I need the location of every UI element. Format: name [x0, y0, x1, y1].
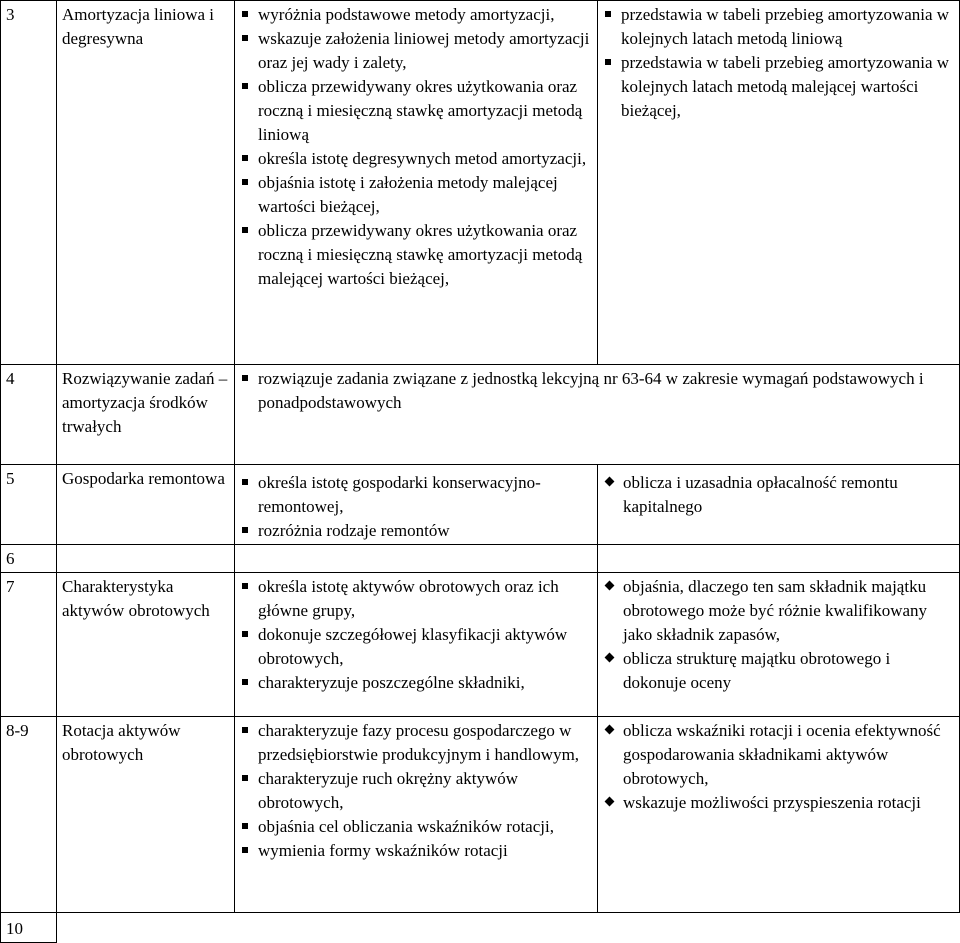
advanced-requirements	[598, 717, 960, 913]
list-item: charakteryzuje fazy procesu gospodarczego w przedsiębiorstwie produkcyjnym i handlowym,	[240, 719, 593, 767]
list-item: objaśnia istotę i założenia metody malejącej wartości bieżącej,	[240, 171, 593, 219]
list-item: wskazuje założenia liniowej metody amortyzacji oraz jej wady i zalety,	[240, 27, 593, 75]
bullet-list	[240, 575, 593, 695]
bullet-list	[603, 471, 955, 519]
list-item: przedstawia w tabeli przebieg amortyzowania w kolejnych latach metodą malejącej wartości bieżącej,	[603, 51, 955, 123]
row-topic: Charakterystyka aktywów obrotowych	[57, 573, 235, 717]
list-item: objaśnia cel obliczania wskaźników rotacji,	[240, 815, 593, 839]
merged-requirements	[235, 365, 960, 465]
row-number: 5	[1, 465, 57, 545]
row-number: 3	[1, 1, 57, 365]
list-item: wymienia formy wskaźników rotacji	[240, 839, 593, 863]
list-item: oblicza i uzasadnia opłacalność remontu kapitalnego	[603, 471, 955, 519]
advanced-requirements	[598, 465, 960, 545]
basic-requirements	[235, 573, 598, 717]
bullet-list	[240, 3, 593, 291]
list-item: oblicza wskaźniki rotacji i ocenia efektywność gospodarowania składnikami aktywów obrotowych,	[603, 719, 955, 791]
list-item: dokonuje szczegółowej klasyfikacji aktywów obrotowych,	[240, 623, 593, 671]
row-topic: Rozwiązywanie zadań – amortyzacja środków trwałych	[57, 365, 235, 465]
list-item: wyróżnia podstawowe metody amortyzacji,	[240, 3, 593, 27]
list-item: rozwiązuje zadania związane z jednostką lekcyjną nr 63-64 w zakresie wymagań podstawowych i ponadpodstawowych	[240, 367, 955, 415]
row-topic: Gospodarka remontowa	[57, 465, 235, 545]
table-row	[1, 465, 960, 545]
list-item: oblicza strukturę majątku obrotowego i dokonuje oceny	[603, 647, 955, 695]
list-item: charakteryzuje ruch okrężny aktywów obrotowych,	[240, 767, 593, 815]
row-number: 10	[1, 913, 57, 943]
row-topic	[57, 913, 235, 943]
basic-requirements	[235, 545, 598, 573]
list-item: oblicza przewidywany okres użytkowania oraz roczną i miesięczną stawkę amortyzacji metodą malejącej wartości bieżącej,	[240, 219, 593, 291]
table-row	[1, 573, 960, 717]
advanced-requirements	[598, 1, 960, 365]
bullet-list	[240, 719, 593, 863]
list-item: objaśnia, dlaczego ten sam składnik majątku obrotowego może być różnie kwalifikowany jako składnik zapasów,	[603, 575, 955, 647]
advanced-requirements	[598, 573, 960, 717]
row-number: 4	[1, 365, 57, 465]
table-row	[1, 365, 960, 465]
list-item: oblicza przewidywany okres użytkowania oraz roczną i miesięczną stawkę amortyzacji metodą liniową	[240, 75, 593, 147]
basic-requirements	[235, 717, 598, 913]
row-topic: Amortyzacja liniowa i degresywna	[57, 1, 235, 365]
list-item: określa istotę degresywnych metod amortyzacji,	[240, 147, 593, 171]
bullet-list	[240, 367, 955, 415]
table-row	[1, 545, 960, 573]
table-row	[1, 913, 960, 943]
row-number: 7	[1, 573, 57, 717]
list-item: określa istotę gospodarki konserwacyjno-remontowej,	[240, 471, 593, 519]
bullet-list	[603, 719, 955, 815]
bullet-list	[603, 3, 955, 123]
basic-requirements	[235, 465, 598, 545]
bullet-list	[240, 471, 593, 543]
table-row	[1, 717, 960, 913]
advanced-requirements	[598, 545, 960, 573]
row-topic: Rotacja aktywów obrotowych	[57, 717, 235, 913]
list-item: przedstawia w tabeli przebieg amortyzowania w kolejnych latach metodą liniową	[603, 3, 955, 51]
advanced-requirements	[598, 913, 960, 943]
row-topic	[57, 545, 235, 573]
table-row	[1, 1, 960, 365]
list-item: charakteryzuje poszczególne składniki,	[240, 671, 593, 695]
list-item: określa istotę aktywów obrotowych oraz ich główne grupy,	[240, 575, 593, 623]
row-number: 6	[1, 545, 57, 573]
row-number: 8-9	[1, 717, 57, 913]
basic-requirements	[235, 1, 598, 365]
list-item: wskazuje możliwości przyspieszenia rotacji	[603, 791, 955, 815]
basic-requirements	[235, 913, 598, 943]
bullet-list	[603, 575, 955, 695]
list-item: rozróżnia rodzaje remontów	[240, 519, 593, 543]
